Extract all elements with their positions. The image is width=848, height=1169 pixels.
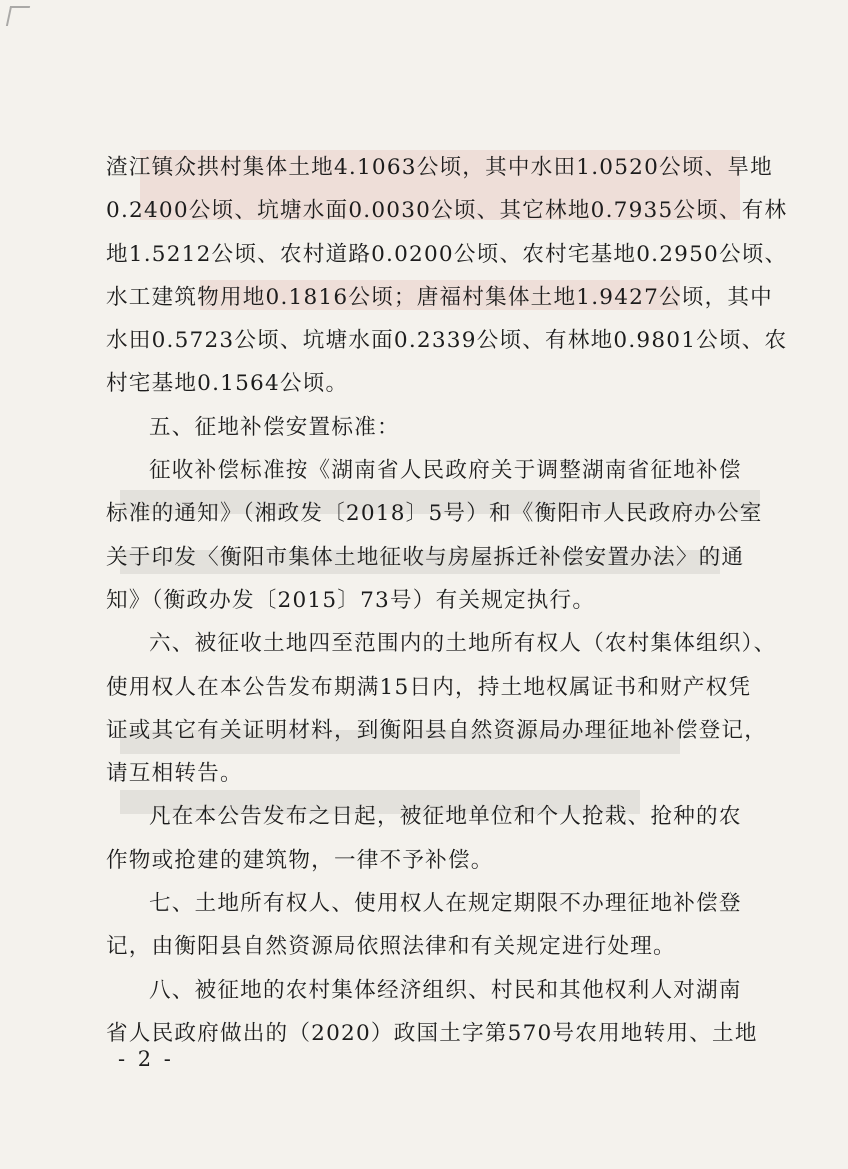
body-line: 请互相转告。 (106, 761, 243, 787)
body-line: 征收补偿标准按《湖南省人民政府关于调整湖南省征地补偿 (149, 458, 742, 484)
body-line: 水田0.5723公顷、坑塘水面0.2339公顷、有林地0.9801公顷、农 (106, 328, 788, 354)
body-line: 知》（衡政办发〔2015〕73号）有关规定执行。 (106, 587, 596, 613)
scan-corner-mark (6, 6, 30, 26)
body-line: 证或其它有关证明材料，到衡阳县自然资源局办理征地补偿登记， (106, 717, 768, 743)
section-heading: 六、被征收土地四至范围内的土地所有权人（农村集体组织）、 (149, 631, 777, 657)
body-line: 记，由衡阳县自然资源局依照法律和有关规定进行处理。 (106, 934, 676, 960)
body-line: 凡在本公告发布之日起，被征地单位和个人抢栽、抢种的农 (149, 804, 742, 830)
body-line: 作物或抢建的建筑物，一律不予补偿。 (106, 847, 494, 873)
section-heading: 七、土地所有权人、使用权人在规定期限不办理征地补偿登 (149, 891, 742, 917)
body-line: 村宅基地0.1564公顷。 (106, 371, 349, 397)
section-heading: 五、征地补偿安置标准： (149, 414, 400, 440)
body-line: 省人民政府做出的（2020）政国土字第570号农用地转用、土地 (106, 1020, 758, 1046)
body-line: 水工建筑物用地0.1816公顷；唐福村集体土地1.9427公顷，其中 (106, 284, 773, 310)
body-line: 渣江镇众拱村集体土地4.1063公顷，其中水田1.0520公顷、旱地 (106, 155, 773, 180)
body-line: 使用权人在本公告发布期满15日内，持土地权属证书和财产权凭 (106, 674, 752, 700)
body-line: 0.2400公顷、坑塘水面0.0030公顷、其它林地0.7935公顷、有林 (106, 198, 788, 224)
body-line: 标准的通知》（湘政发〔2018〕5号）和《衡阳市人民政府办公室 (106, 501, 763, 527)
page-number: - 2 - (118, 1047, 174, 1071)
body-line: 地1.5212公顷、农村道路0.0200公顷、农村宅基地0.2950公顷、 (106, 241, 788, 267)
section-heading: 八、被征地的农村集体经济组织、村民和其他权利人对湖南 (149, 977, 742, 1003)
document-body (106, 146, 788, 1055)
body-line: 关于印发〈衡阳市集体土地征收与房屋拆迁补偿安置办法〉的通 (106, 544, 745, 570)
